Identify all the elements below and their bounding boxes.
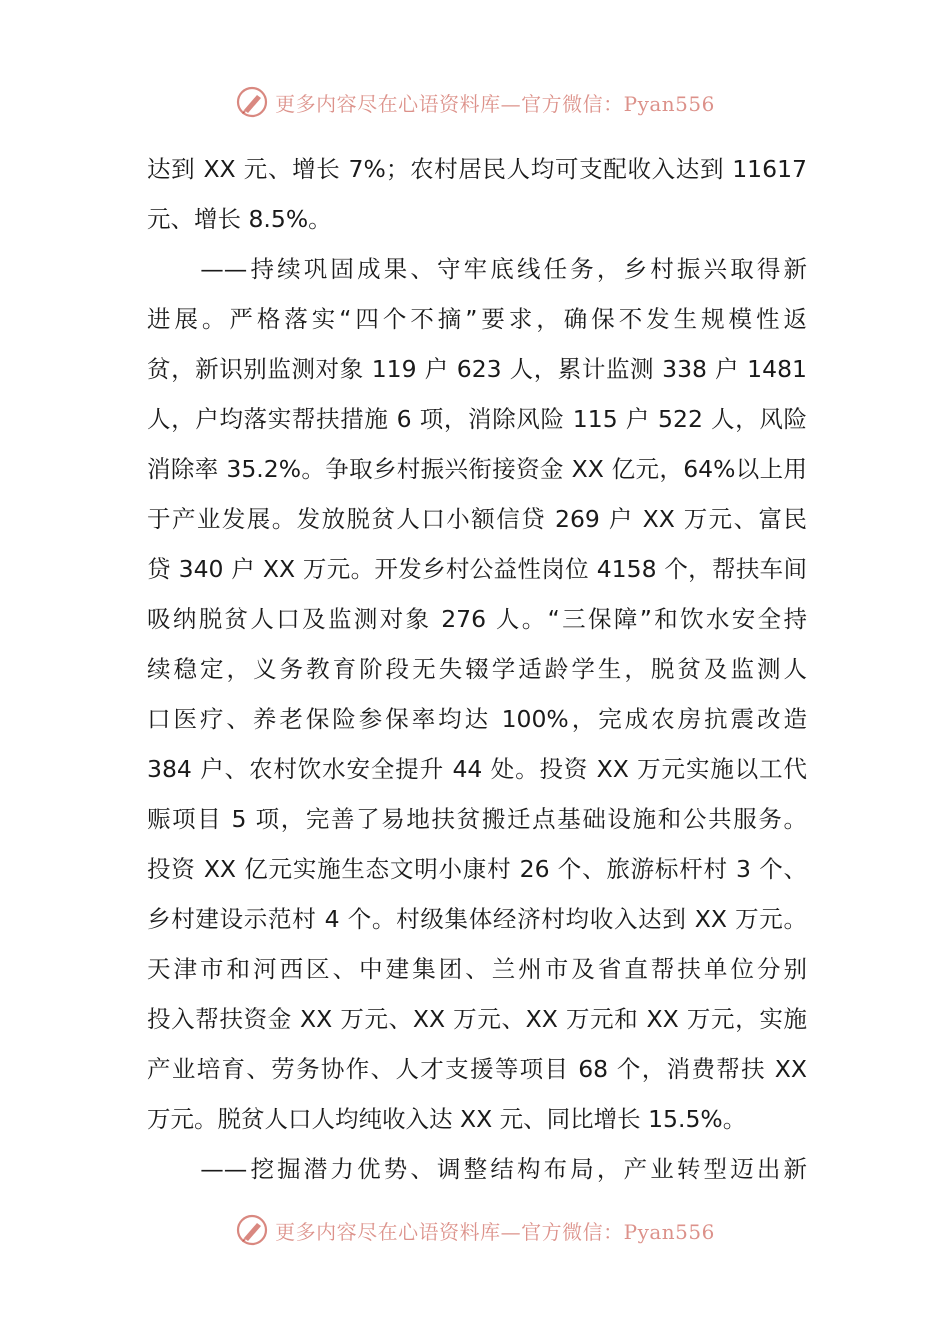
body-line: 万元。脱贫人口人均纯收入达 XX 元、同比增长 15.5%。 (147, 1105, 747, 1133)
body-line: 天津市和河西区、中建集团、兰州市及省直帮扶单位分别 (147, 955, 807, 983)
body-line: 产业培育、劳务协作、人才支援等项目 68 个，消费帮扶 XX (147, 1055, 807, 1083)
header-watermark-banner (0, 82, 950, 122)
body-line: 进展。严格落实“四个不摘”要求，确保不发生规模性返 (147, 305, 807, 333)
pen-nib-logo-icon (235, 1213, 269, 1247)
body-line: 口医疗、养老保险参保率均达 100%，完成农房抗震改造 (147, 705, 807, 733)
body-line: 元、增长 8.5%。 (147, 205, 332, 233)
footer-watermark-banner (0, 1210, 950, 1250)
body-line: 人，户均落实帮扶措施 6 项，消除风险 115 户 522 人，风险 (147, 405, 807, 433)
body-line: 消除率 35.2%。争取乡村振兴衔接资金 XX 亿元，64%以上用 (147, 455, 807, 483)
body-line: 投资 XX 亿元实施生态文明小康村 26 个、旅游标杆村 3 个、 (147, 855, 807, 883)
body-line: 贷 340 户 XX 万元。开发乡村公益性岗位 4158 个，帮扶车间 (147, 555, 807, 583)
document-body (147, 144, 807, 1194)
body-line: 续稳定，义务教育阶段无失辍学适龄学生，脱贫及监测人 (147, 655, 807, 683)
body-line: 赈项目 5 项，完善了易地扶贫搬迁点基础设施和公共服务。 (147, 805, 807, 833)
body-line: ——持续巩固成果、守牢底线任务，乡村振兴取得新 (147, 255, 807, 283)
body-line: 384 户、农村饮水安全提升 44 处。投资 XX 万元实施以工代 (147, 755, 807, 783)
body-line: 投入帮扶资金 XX 万元、XX 万元、XX 万元和 XX 万元，实施 (147, 1005, 807, 1033)
pen-nib-logo-icon (235, 85, 269, 119)
header-watermark-text: 更多内容尽在心语资料库—官方微信：Pyan556 (275, 91, 715, 116)
body-line: 乡村建设示范村 4 个。村级集体经济村均收入达到 XX 万元。 (147, 905, 807, 933)
body-line: 贫，新识别监测对象 119 户 623 人，累计监测 338 户 1481 (147, 355, 807, 383)
body-line: 于产业发展。发放脱贫人口小额信贷 269 户 XX 万元、富民 (147, 505, 807, 533)
footer-watermark-text: 更多内容尽在心语资料库—官方微信：Pyan556 (275, 1219, 715, 1244)
body-line: ——挖掘潜力优势、调整结构布局，产业转型迈出新 (147, 1155, 807, 1183)
body-line: 达到 XX 元、增长 7%；农村居民人均可支配收入达到 11617 (147, 155, 807, 183)
body-line: 吸纳脱贫人口及监测对象 276 人。“三保障”和饮水安全持 (147, 605, 807, 633)
